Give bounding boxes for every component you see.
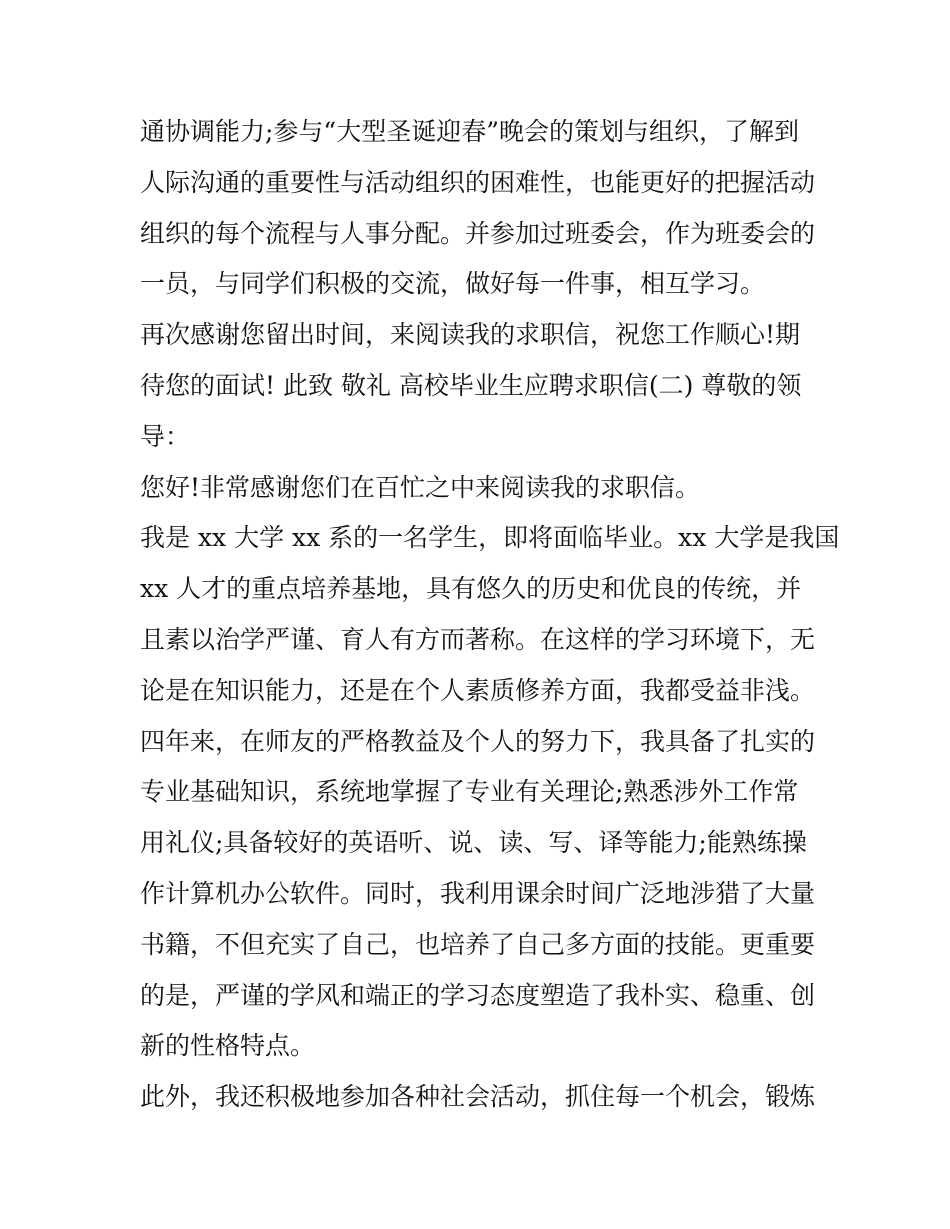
text-line: 新的性格特点。 bbox=[140, 1031, 316, 1061]
text-line: 组织的每个流程与人事分配。并参加过班委会，作为班委会的 bbox=[140, 218, 816, 248]
text-line: 专业基础知识，系统地掌握了专业有关理论;熟悉涉外工作常 bbox=[140, 777, 799, 807]
text-line: 且素以治学严谨、育人有方而著称。在这样的学习环境下，无 bbox=[140, 624, 816, 654]
text-line: 四年来，在师友的严格教益及个人的努力下，我具备了扎实的 bbox=[140, 726, 816, 756]
text-line: 书籍，不但充实了自己，也培养了自己多方面的技能。更重要 bbox=[140, 929, 816, 959]
text-line: 您好!非常感谢您们在百忙之中来阅读我的求职信。 bbox=[140, 472, 701, 502]
letter-body bbox=[140, 107, 840, 1123]
text-line: 此外，我还积极地参加各种社会活动，抓住每一个机会，锻炼 bbox=[140, 1082, 816, 1112]
text-line: 一员，与同学们积极的交流，做好每一件事，相互学习。 bbox=[140, 269, 766, 299]
text-line: 我是 xx 大学 xx 系的一名学生，即将面临毕业。xx 大学是我国 bbox=[140, 523, 840, 553]
text-line: 再次感谢您留出时间，来阅读我的求职信，祝您工作顺心!期 bbox=[140, 320, 801, 350]
text-line: 通协调能力;参与“大型圣诞迎春”晚会的策划与组织，了解到 bbox=[140, 117, 799, 146]
text-line: 待您的面试! 此致 敬礼 高校毕业生应聘求职信(二) 尊敬的领 bbox=[140, 370, 802, 400]
text-line: 导： bbox=[140, 421, 191, 451]
text-line: 用礼仪;具备较好的英语听、说、读、写、译等能力;能熟练操 bbox=[140, 828, 807, 858]
text-line: 论是在知识能力，还是在个人素质修养方面，我都受益非浅。 bbox=[140, 675, 816, 705]
text-line: xx 人才的重点培养基地，具有悠久的历史和优良的传统，并 bbox=[140, 574, 802, 604]
text-line: 作计算机办公软件。同时，我利用课余时间广泛地涉猎了大量 bbox=[140, 878, 816, 908]
text-line: 人际沟通的重要性与活动组织的困难性，也能更好的把握活动 bbox=[140, 167, 816, 197]
text-line: 的是，严谨的学风和端正的学习态度塑造了我朴实、稳重、创 bbox=[140, 980, 816, 1010]
